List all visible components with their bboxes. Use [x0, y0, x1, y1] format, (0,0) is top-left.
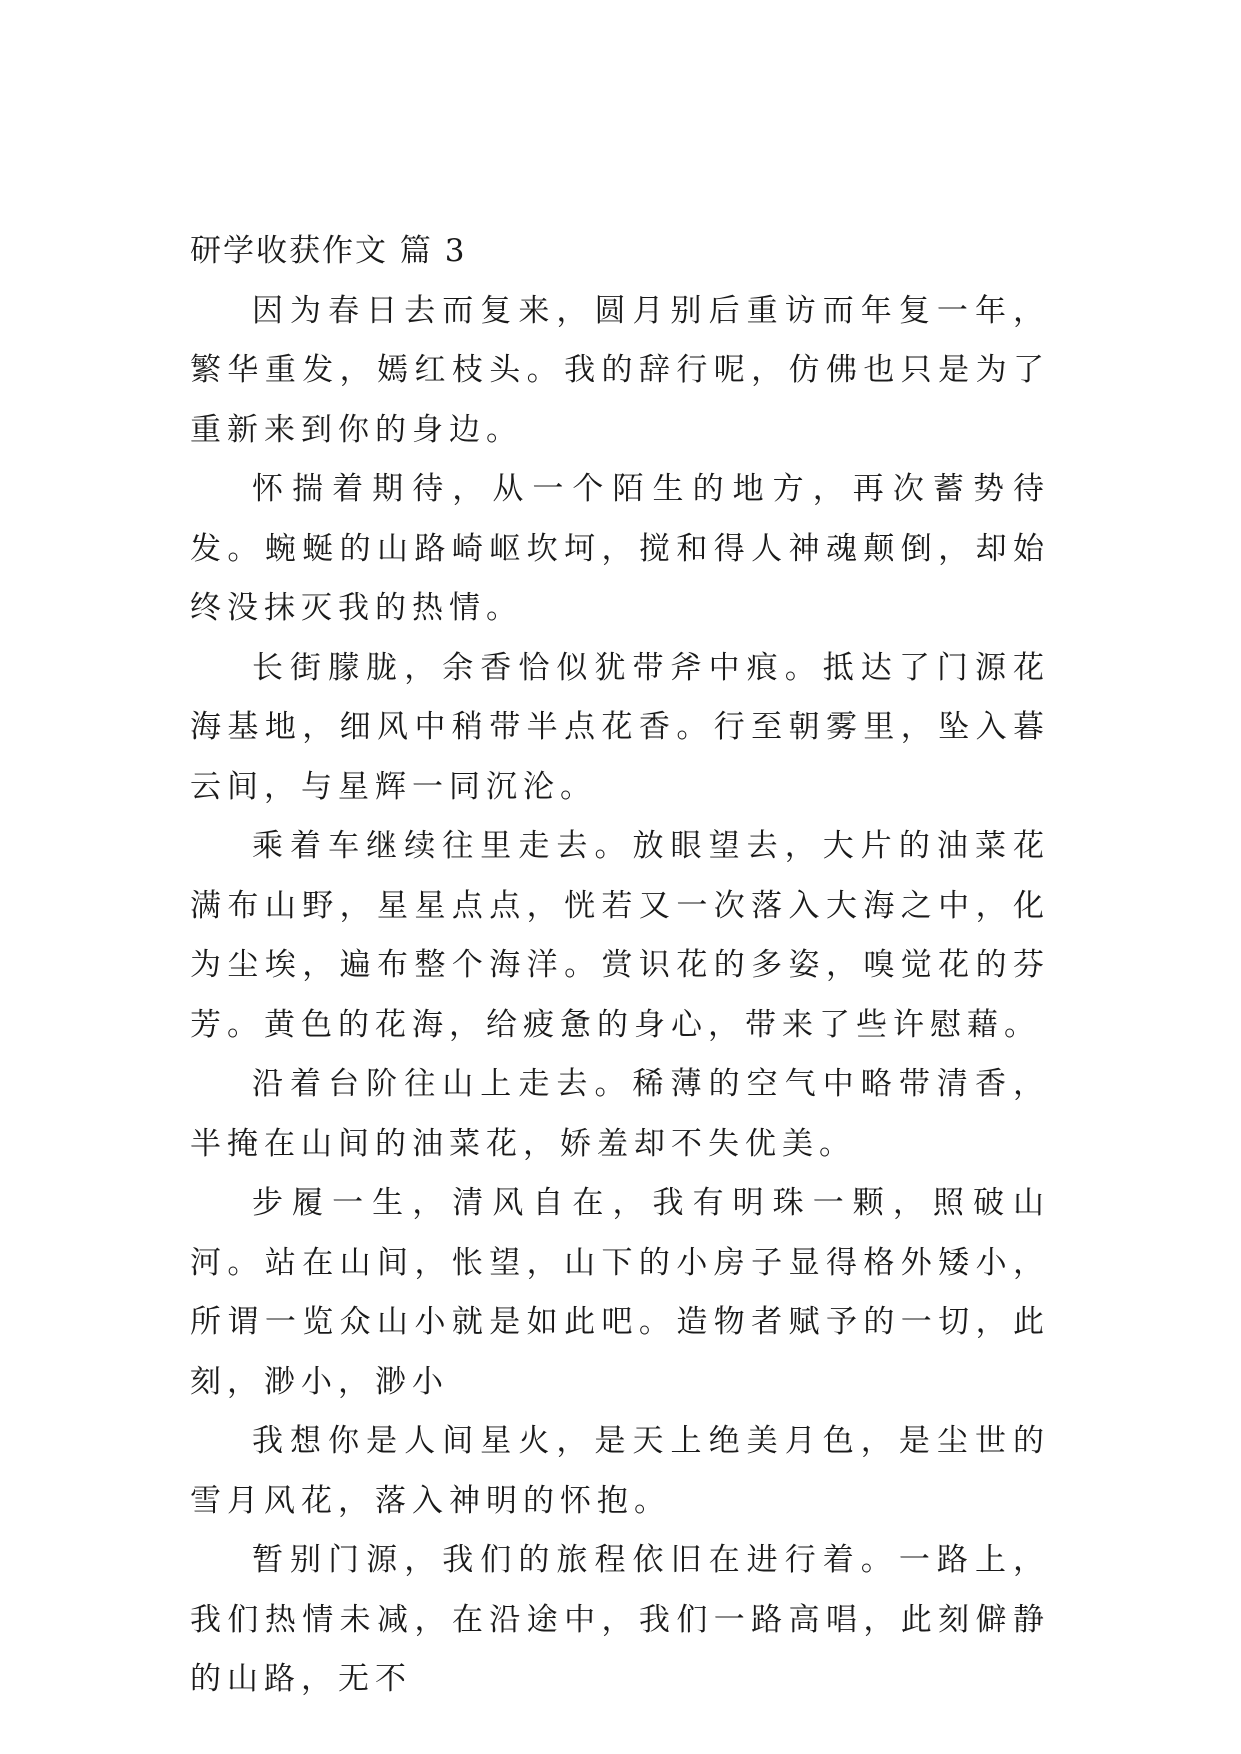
- paragraph: 长街朦胧，余香恰似犹带斧中痕。抵达了门源花海基地，细风中稍带半点花香。行至朝雾里，坠入暮云间，与星辉一同沉沦。: [190, 649, 1050, 805]
- paragraph: 乘着车继续往里走去。放眼望去，大片的油菜花满布山野，星星点点，恍若又一次落入大海之中，化为尘埃，遍布整个海洋。赏识花的多姿，嗅觉花的芬芳。黄色的花海，给疲惫的身心，带来了些许慰藉。: [190, 828, 1050, 1043]
- paragraph: 怀揣着期待，从一个陌生的地方，再次蓄势待发。蜿蜒的山路崎岖坎坷，搅和得人神魂颠倒，却始终没抹灭我的热情。: [190, 471, 1050, 626]
- document-page: [190, 222, 1050, 1710]
- paragraph: 沿着台阶往山上走去。稀薄的空气中略带清香，半掩在山间的油菜花，娇羞却不失优美。: [190, 1066, 1050, 1162]
- paragraph: 步履一生，清风自在，我有明珠一颗，照破山河。站在山间，怅望，山下的小房子显得格外矮小，所谓一览众山小就是如此吧。造物者赋予的一切，此刻，渺小，渺小: [190, 1185, 1050, 1400]
- paragraph: 暂别门源，我们的旅程依旧在进行着。一路上，我们热情未减，在沿途中，我们一路高唱，此刻僻静的山路，无不: [190, 1542, 1050, 1697]
- paragraph: 我想你是人间星火，是天上绝美月色，是尘世的雪月风花，落入神明的怀抱。: [190, 1423, 1050, 1519]
- document-title: 研学收获作文 篇 3: [190, 233, 467, 269]
- paragraph: 因为春日去而复来，圆月别后重访而年复一年，繁华重发，嫣红枝头。我的辞行呢，仿佛也只是为了重新来到你的身边。: [190, 292, 1050, 448]
